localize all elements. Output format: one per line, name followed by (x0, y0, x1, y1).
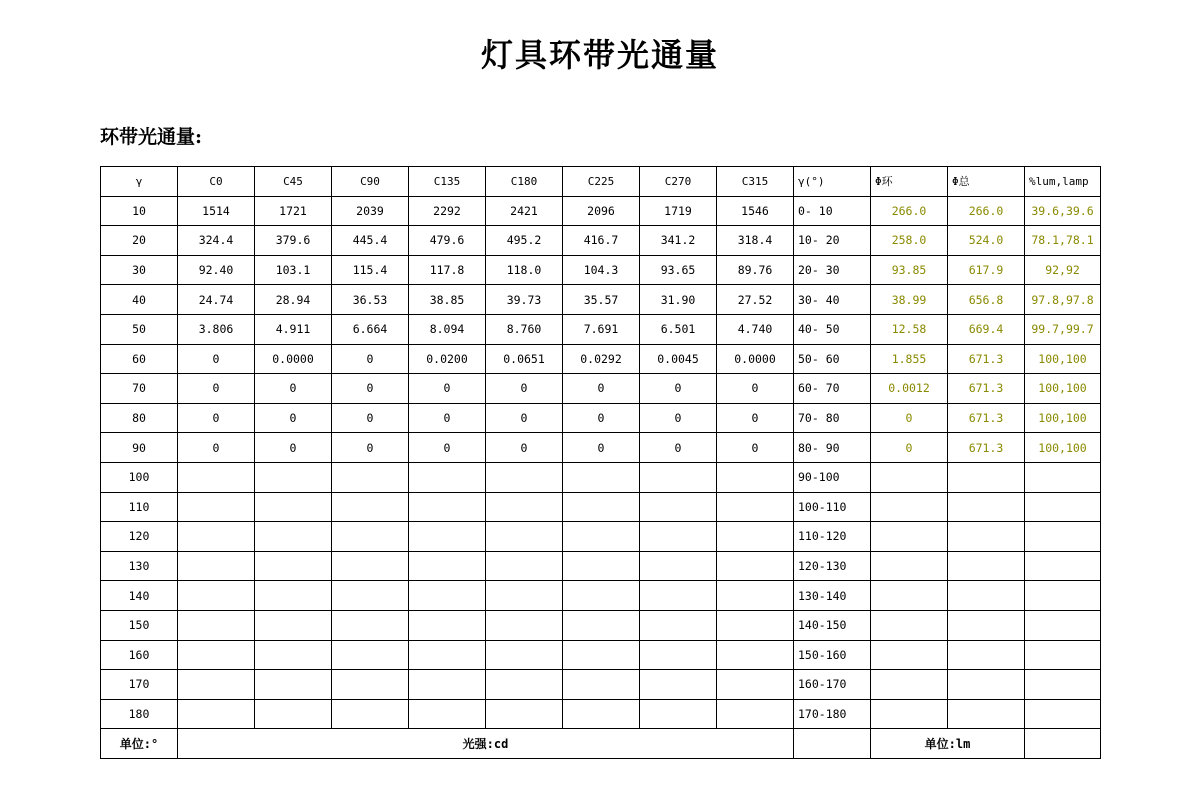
intensity-cell: 0 (255, 403, 332, 433)
pct-cell (1025, 640, 1101, 670)
intensity-cell: 92.40 (178, 255, 255, 285)
intensity-cell: 0 (178, 374, 255, 404)
intensity-cell (563, 699, 640, 729)
phi-ring-cell: 258.0 (871, 226, 948, 256)
zone-cell: 130-140 (794, 581, 871, 611)
pct-cell: 100,100 (1025, 344, 1101, 374)
intensity-cell (640, 522, 717, 552)
zone-cell: 110-120 (794, 522, 871, 552)
gamma-cell: 170 (101, 670, 178, 700)
intensity-cell (640, 610, 717, 640)
intensity-cell: 318.4 (717, 226, 794, 256)
intensity-cell (640, 551, 717, 581)
intensity-cell: 495.2 (486, 226, 563, 256)
pct-cell (1025, 610, 1101, 640)
intensity-cell: 0 (178, 403, 255, 433)
pct-cell (1025, 670, 1101, 700)
zone-cell: 150-160 (794, 640, 871, 670)
page-title: 灯具环带光通量 (480, 36, 719, 74)
table-row (101, 255, 1101, 285)
intensity-cell (563, 670, 640, 700)
phi-total-cell (948, 640, 1025, 670)
intensity-cell (409, 670, 486, 700)
intensity-cell (717, 670, 794, 700)
intensity-cell: 445.4 (332, 226, 409, 256)
intensity-cell: 0 (486, 374, 563, 404)
header-c0: C0 (178, 167, 255, 197)
table-header-row (101, 167, 1101, 197)
zone-cell: 80- 90 (794, 433, 871, 463)
intensity-cell (255, 670, 332, 700)
phi-ring-cell: 38.99 (871, 285, 948, 315)
intensity-cell (409, 462, 486, 492)
gamma-cell: 120 (101, 522, 178, 552)
intensity-cell: 3.806 (178, 314, 255, 344)
intensity-cell (178, 551, 255, 581)
intensity-cell: 8.094 (409, 314, 486, 344)
intensity-cell: 0 (332, 403, 409, 433)
intensity-cell: 416.7 (563, 226, 640, 256)
phi-ring-cell: 266.0 (871, 196, 948, 226)
zonal-flux-table (100, 166, 1101, 759)
intensity-cell: 0 (409, 403, 486, 433)
intensity-cell (332, 670, 409, 700)
zone-cell: 170-180 (794, 699, 871, 729)
phi-total-cell: 671.3 (948, 403, 1025, 433)
intensity-cell (486, 492, 563, 522)
intensity-cell (717, 699, 794, 729)
flux-unit: 单位:lm (871, 729, 1025, 759)
phi-ring-cell: 1.855 (871, 344, 948, 374)
intensity-cell (640, 492, 717, 522)
intensity-cell: 4.911 (255, 314, 332, 344)
header-c180: C180 (486, 167, 563, 197)
gamma-cell: 100 (101, 462, 178, 492)
intensity-cell (332, 640, 409, 670)
intensity-cell (255, 551, 332, 581)
angle-unit: 单位:° (101, 729, 178, 759)
zone-cell: 10- 20 (794, 226, 871, 256)
intensity-cell: 0 (717, 374, 794, 404)
intensity-cell: 1721 (255, 196, 332, 226)
gamma-cell: 90 (101, 433, 178, 463)
intensity-cell (717, 522, 794, 552)
intensity-cell (486, 699, 563, 729)
intensity-cell: 93.65 (640, 255, 717, 285)
intensity-cell (563, 492, 640, 522)
header-zone: γ(°) (794, 167, 871, 197)
zone-cell: 120-130 (794, 551, 871, 581)
header-gamma: γ (101, 167, 178, 197)
table-row (101, 551, 1101, 581)
phi-ring-cell (871, 640, 948, 670)
intensity-cell (332, 551, 409, 581)
intensity-cell (486, 551, 563, 581)
phi-ring-cell: 0 (871, 433, 948, 463)
intensity-cell: 103.1 (255, 255, 332, 285)
pct-cell: 100,100 (1025, 374, 1101, 404)
intensity-cell: 0 (178, 344, 255, 374)
intensity-cell (332, 581, 409, 611)
intensity-cell (409, 699, 486, 729)
intensity-cell (178, 522, 255, 552)
intensity-cell (717, 581, 794, 611)
zone-cell: 140-150 (794, 610, 871, 640)
gamma-cell: 60 (101, 344, 178, 374)
intensity-cell (717, 610, 794, 640)
intensity-cell (255, 492, 332, 522)
intensity-cell (486, 670, 563, 700)
intensity-cell (563, 551, 640, 581)
intensity-cell (486, 462, 563, 492)
phi-total-cell (948, 699, 1025, 729)
phi-total-cell (948, 551, 1025, 581)
pct-cell (1025, 699, 1101, 729)
intensity-cell: 0.0000 (255, 344, 332, 374)
intensity-cell: 1546 (717, 196, 794, 226)
table-row (101, 433, 1101, 463)
intensity-cell: 6.664 (332, 314, 409, 344)
table-row (101, 670, 1101, 700)
phi-ring-cell: 0.0012 (871, 374, 948, 404)
intensity-cell: 0 (332, 344, 409, 374)
intensity-cell: 104.3 (563, 255, 640, 285)
gamma-cell: 150 (101, 610, 178, 640)
gamma-cell: 10 (101, 196, 178, 226)
intensity-cell (640, 581, 717, 611)
pct-cell: 99.7,99.7 (1025, 314, 1101, 344)
intensity-cell: 0 (409, 433, 486, 463)
table-row (101, 196, 1101, 226)
intensity-cell (409, 551, 486, 581)
intensity-cell (563, 640, 640, 670)
header-c225: C225 (563, 167, 640, 197)
intensity-cell (332, 522, 409, 552)
intensity-cell: 39.73 (486, 285, 563, 315)
intensity-cell (486, 640, 563, 670)
gamma-cell: 130 (101, 551, 178, 581)
intensity-cell: 35.57 (563, 285, 640, 315)
intensity-cell: 0 (717, 403, 794, 433)
pct-cell: 78.1,78.1 (1025, 226, 1101, 256)
intensity-cell (332, 610, 409, 640)
header-c270: C270 (640, 167, 717, 197)
zone-cell: 90-100 (794, 462, 871, 492)
intensity-cell: 38.85 (409, 285, 486, 315)
intensity-cell (409, 640, 486, 670)
intensity-cell: 0.0045 (640, 344, 717, 374)
pct-cell: 97.8,97.8 (1025, 285, 1101, 315)
footer-blank-pct (1025, 729, 1101, 759)
table-row (101, 581, 1101, 611)
table-row (101, 462, 1101, 492)
zone-cell: 100-110 (794, 492, 871, 522)
header-c45: C45 (255, 167, 332, 197)
intensity-cell: 0.0292 (563, 344, 640, 374)
footer-blank-zone (794, 729, 871, 759)
phi-ring-cell: 12.58 (871, 314, 948, 344)
table-row (101, 344, 1101, 374)
zone-cell: 0- 10 (794, 196, 871, 226)
phi-total-cell: 617.9 (948, 255, 1025, 285)
intensity-cell (255, 699, 332, 729)
pct-cell (1025, 522, 1101, 552)
header-c315: C315 (717, 167, 794, 197)
intensity-cell (255, 581, 332, 611)
intensity-cell (178, 581, 255, 611)
intensity-cell (332, 462, 409, 492)
intensity-cell: 0 (640, 403, 717, 433)
table-row (101, 403, 1101, 433)
zone-cell: 60- 70 (794, 374, 871, 404)
intensity-cell (640, 462, 717, 492)
intensity-cell (486, 610, 563, 640)
zone-cell: 40- 50 (794, 314, 871, 344)
table-row (101, 314, 1101, 344)
intensity-cell: 379.6 (255, 226, 332, 256)
table-row (101, 610, 1101, 640)
phi-ring-cell (871, 551, 948, 581)
phi-total-cell (948, 492, 1025, 522)
intensity-cell (640, 640, 717, 670)
intensity-cell (255, 610, 332, 640)
gamma-cell: 180 (101, 699, 178, 729)
intensity-cell: 115.4 (332, 255, 409, 285)
zone-cell: 160-170 (794, 670, 871, 700)
intensity-cell: 0 (717, 433, 794, 463)
intensity-cell (717, 462, 794, 492)
intensity-cell: 2421 (486, 196, 563, 226)
table-footer-row (101, 729, 1101, 759)
intensity-cell: 0.0000 (717, 344, 794, 374)
intensity-cell: 0 (255, 374, 332, 404)
intensity-cell (717, 640, 794, 670)
phi-total-cell: 671.3 (948, 433, 1025, 463)
intensity-cell: 0 (332, 433, 409, 463)
table-row (101, 492, 1101, 522)
intensity-cell: 2096 (563, 196, 640, 226)
intensity-cell (409, 581, 486, 611)
pct-cell: 100,100 (1025, 433, 1101, 463)
phi-total-cell: 524.0 (948, 226, 1025, 256)
phi-ring-cell (871, 699, 948, 729)
pct-cell (1025, 462, 1101, 492)
phi-total-cell: 656.8 (948, 285, 1025, 315)
zone-cell: 20- 30 (794, 255, 871, 285)
pct-cell: 39.6,39.6 (1025, 196, 1101, 226)
phi-total-cell: 266.0 (948, 196, 1025, 226)
phi-total-cell: 671.3 (948, 374, 1025, 404)
intensity-cell: 4.740 (717, 314, 794, 344)
zone-cell: 50- 60 (794, 344, 871, 374)
intensity-cell: 24.74 (178, 285, 255, 315)
table-row (101, 226, 1101, 256)
intensity-cell (409, 610, 486, 640)
pct-cell (1025, 551, 1101, 581)
pct-cell: 92,92 (1025, 255, 1101, 285)
intensity-cell (332, 492, 409, 522)
intensity-cell (486, 581, 563, 611)
intensity-cell (563, 522, 640, 552)
intensity-cell (332, 699, 409, 729)
intensity-cell (409, 522, 486, 552)
intensity-cell: 0 (563, 433, 640, 463)
intensity-cell (486, 522, 563, 552)
intensity-cell (409, 492, 486, 522)
phi-total-cell (948, 581, 1025, 611)
table-row (101, 374, 1101, 404)
intensity-cell (178, 670, 255, 700)
intensity-cell: 118.0 (486, 255, 563, 285)
intensity-cell: 8.760 (486, 314, 563, 344)
intensity-cell: 27.52 (717, 285, 794, 315)
phi-total-cell (948, 462, 1025, 492)
intensity-cell (563, 610, 640, 640)
header-pct: %lum,lamp (1025, 167, 1101, 197)
gamma-cell: 30 (101, 255, 178, 285)
phi-ring-cell: 0 (871, 403, 948, 433)
intensity-cell: 0 (486, 403, 563, 433)
gamma-cell: 40 (101, 285, 178, 315)
intensity-unit: 光强:cd (178, 729, 794, 759)
gamma-cell: 70 (101, 374, 178, 404)
intensity-cell: 0 (563, 374, 640, 404)
intensity-cell: 479.6 (409, 226, 486, 256)
pct-cell (1025, 581, 1101, 611)
pct-cell (1025, 492, 1101, 522)
intensity-cell (717, 551, 794, 581)
intensity-cell (178, 610, 255, 640)
intensity-cell: 0 (332, 374, 409, 404)
intensity-cell (563, 581, 640, 611)
gamma-cell: 110 (101, 492, 178, 522)
phi-ring-cell (871, 462, 948, 492)
phi-total-cell (948, 610, 1025, 640)
intensity-cell: 117.8 (409, 255, 486, 285)
zone-cell: 30- 40 (794, 285, 871, 315)
intensity-cell (178, 699, 255, 729)
intensity-cell: 0.0200 (409, 344, 486, 374)
intensity-cell (717, 492, 794, 522)
intensity-cell: 28.94 (255, 285, 332, 315)
header-c135: C135 (409, 167, 486, 197)
phi-total-cell (948, 670, 1025, 700)
intensity-cell: 324.4 (178, 226, 255, 256)
intensity-cell: 89.76 (717, 255, 794, 285)
header-phi-total: Φ总 (948, 167, 1025, 197)
intensity-cell (178, 640, 255, 670)
gamma-cell: 80 (101, 403, 178, 433)
intensity-cell: 2292 (409, 196, 486, 226)
zone-cell: 70- 80 (794, 403, 871, 433)
phi-total-cell: 671.3 (948, 344, 1025, 374)
phi-ring-cell (871, 610, 948, 640)
intensity-cell: 0 (640, 374, 717, 404)
intensity-cell (640, 670, 717, 700)
intensity-cell: 0.0651 (486, 344, 563, 374)
intensity-cell: 1514 (178, 196, 255, 226)
intensity-cell: 0 (178, 433, 255, 463)
phi-ring-cell (871, 492, 948, 522)
table-row (101, 285, 1101, 315)
gamma-cell: 160 (101, 640, 178, 670)
intensity-cell: 0 (563, 403, 640, 433)
intensity-cell: 6.501 (640, 314, 717, 344)
intensity-cell: 1719 (640, 196, 717, 226)
header-c90: C90 (332, 167, 409, 197)
table-row (101, 522, 1101, 552)
intensity-cell (178, 462, 255, 492)
intensity-cell: 31.90 (640, 285, 717, 315)
intensity-cell: 341.2 (640, 226, 717, 256)
intensity-cell (640, 699, 717, 729)
phi-total-cell: 669.4 (948, 314, 1025, 344)
gamma-cell: 20 (101, 226, 178, 256)
intensity-cell (255, 640, 332, 670)
intensity-cell (255, 522, 332, 552)
phi-ring-cell (871, 670, 948, 700)
intensity-cell (563, 462, 640, 492)
intensity-cell: 0 (640, 433, 717, 463)
gamma-cell: 140 (101, 581, 178, 611)
phi-ring-cell (871, 581, 948, 611)
intensity-cell: 0 (255, 433, 332, 463)
gamma-cell: 50 (101, 314, 178, 344)
intensity-cell (255, 462, 332, 492)
intensity-cell: 0 (486, 433, 563, 463)
pct-cell: 100,100 (1025, 403, 1101, 433)
phi-ring-cell: 93.85 (871, 255, 948, 285)
header-phi-ring: Φ环 (871, 167, 948, 197)
intensity-cell: 7.691 (563, 314, 640, 344)
intensity-cell: 2039 (332, 196, 409, 226)
phi-total-cell (948, 522, 1025, 552)
section-subtitle: 环带光通量: (100, 126, 203, 148)
intensity-cell (178, 492, 255, 522)
intensity-cell: 0 (409, 374, 486, 404)
phi-ring-cell (871, 522, 948, 552)
intensity-cell: 36.53 (332, 285, 409, 315)
table-row (101, 699, 1101, 729)
table-row (101, 640, 1101, 670)
